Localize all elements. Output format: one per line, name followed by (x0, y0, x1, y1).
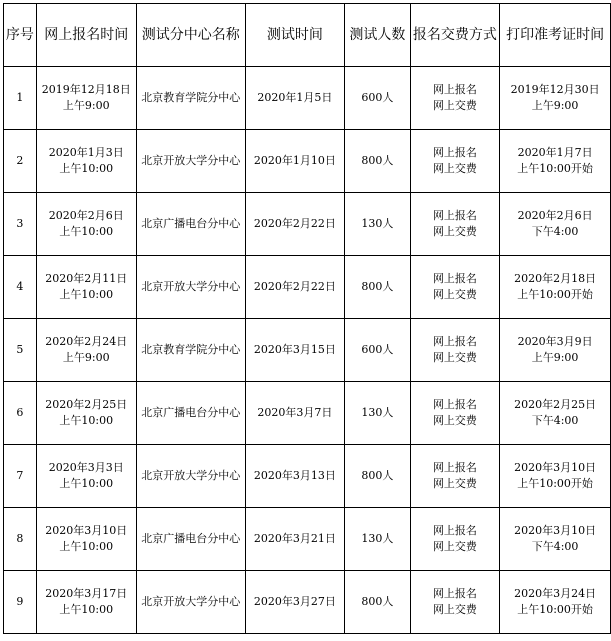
payment-method (410, 319, 500, 382)
payment-method (410, 67, 500, 130)
payment-line-register: 网上报名 (432, 398, 477, 411)
table-row (4, 445, 611, 508)
print-date: 2020年3月9日 (517, 335, 593, 348)
print-hour: 下午4:00 (531, 540, 579, 553)
payment-line-fee: 网上交费 (432, 477, 477, 490)
registration-hour: 上午10:00 (59, 288, 114, 301)
header-cell-print-ticket-time: 打印准考证时间 (500, 4, 611, 67)
test-count: 130人 (345, 193, 411, 256)
payment-line-fee: 网上交费 (432, 540, 477, 553)
center-name: 北京教育学院分中心 (136, 67, 245, 130)
registration-hour: 上午10:00 (59, 603, 114, 616)
table-row (4, 319, 611, 382)
registration-time (36, 193, 136, 256)
test-date: 2020年3月13日 (245, 445, 344, 508)
center-name: 北京广播电台分中心 (136, 382, 245, 445)
test-date: 2020年2月22日 (245, 193, 344, 256)
registration-time (36, 256, 136, 319)
registration-date: 2020年1月3日 (48, 146, 124, 159)
print-date: 2020年3月10日 (514, 461, 597, 474)
test-date: 2020年3月27日 (245, 571, 344, 634)
center-name: 北京开放大学分中心 (136, 571, 245, 634)
print-hour: 上午9:00 (531, 99, 579, 112)
header-cell-payment-method: 报名交费方式 (410, 4, 500, 67)
test-count: 130人 (345, 508, 411, 571)
print-ticket-time (500, 193, 611, 256)
print-date: 2020年1月7日 (517, 146, 593, 159)
registration-date: 2020年3月10日 (45, 524, 128, 537)
print-ticket-time (500, 256, 611, 319)
registration-date: 2020年2月6日 (48, 209, 124, 222)
print-ticket-time (500, 319, 611, 382)
registration-time (36, 130, 136, 193)
header-cell-test-count: 测试人数 (345, 4, 411, 67)
payment-method (410, 382, 500, 445)
test-count: 800人 (345, 571, 411, 634)
print-hour: 下午4:00 (531, 414, 579, 427)
row-index: 6 (4, 382, 37, 445)
print-hour: 上午10:00开始 (517, 603, 593, 616)
row-index: 9 (4, 571, 37, 634)
print-ticket-time (500, 571, 611, 634)
payment-method (410, 571, 500, 634)
payment-line-register: 网上报名 (432, 146, 477, 159)
table-row (4, 256, 611, 319)
print-date: 2020年2月25日 (514, 398, 597, 411)
print-date: 2020年3月24日 (514, 587, 597, 600)
table-row (4, 571, 611, 634)
registration-time (36, 445, 136, 508)
print-ticket-time (500, 508, 611, 571)
payment-line-fee: 网上交费 (432, 99, 477, 112)
center-name: 北京开放大学分中心 (136, 130, 245, 193)
exam-schedule-table (3, 3, 611, 634)
payment-method (410, 193, 500, 256)
payment-line-register: 网上报名 (432, 335, 477, 348)
registration-date: 2020年3月17日 (45, 587, 128, 600)
header-row (4, 4, 611, 67)
registration-hour: 上午10:00 (59, 162, 114, 175)
registration-hour: 上午10:00 (59, 414, 114, 427)
print-ticket-time (500, 445, 611, 508)
payment-line-fee: 网上交费 (432, 603, 477, 616)
registration-time (36, 67, 136, 130)
header-cell-test-date: 测试时间 (245, 4, 344, 67)
registration-time (36, 319, 136, 382)
print-hour: 下午4:00 (531, 225, 579, 238)
registration-date: 2020年2月25日 (45, 398, 128, 411)
test-count: 130人 (345, 382, 411, 445)
test-count: 800人 (345, 445, 411, 508)
table-row (4, 130, 611, 193)
payment-line-register: 网上报名 (432, 209, 477, 222)
payment-line-fee: 网上交费 (432, 162, 477, 175)
registration-date: 2020年2月24日 (45, 335, 128, 348)
test-count: 800人 (345, 130, 411, 193)
row-index: 4 (4, 256, 37, 319)
payment-line-register: 网上报名 (432, 272, 477, 285)
registration-time (36, 508, 136, 571)
registration-time (36, 571, 136, 634)
test-count: 600人 (345, 67, 411, 130)
print-hour: 上午9:00 (531, 351, 579, 364)
test-date: 2020年2月22日 (245, 256, 344, 319)
payment-line-register: 网上报名 (432, 83, 477, 96)
test-date: 2020年1月10日 (245, 130, 344, 193)
print-ticket-time (500, 67, 611, 130)
center-name: 北京教育学院分中心 (136, 319, 245, 382)
payment-method (410, 445, 500, 508)
print-date: 2020年3月10日 (514, 524, 597, 537)
row-index: 1 (4, 67, 37, 130)
header-cell-index: 序号 (4, 4, 37, 67)
payment-line-fee: 网上交费 (432, 225, 477, 238)
registration-hour: 上午10:00 (59, 225, 114, 238)
table-row (4, 508, 611, 571)
header-cell-center-name: 测试分中心名称 (136, 4, 245, 67)
table-row (4, 382, 611, 445)
registration-hour: 上午10:00 (59, 477, 114, 490)
registration-date: 2020年3月3日 (48, 461, 124, 474)
print-ticket-time (500, 130, 611, 193)
test-count: 800人 (345, 256, 411, 319)
payment-line-fee: 网上交费 (432, 288, 477, 301)
payment-line-register: 网上报名 (432, 524, 477, 537)
payment-line-register: 网上报名 (432, 461, 477, 474)
print-hour: 上午10:00开始 (517, 288, 593, 301)
payment-line-fee: 网上交费 (432, 351, 477, 364)
print-date: 2019年12月30日 (510, 83, 600, 96)
print-ticket-time (500, 382, 611, 445)
registration-hour: 上午9:00 (62, 351, 110, 364)
payment-method (410, 130, 500, 193)
payment-line-register: 网上报名 (432, 587, 477, 600)
registration-time (36, 382, 136, 445)
center-name: 北京广播电台分中心 (136, 193, 245, 256)
payment-line-fee: 网上交费 (432, 414, 477, 427)
table-row (4, 67, 611, 130)
row-index: 2 (4, 130, 37, 193)
test-date: 2020年3月7日 (245, 382, 344, 445)
test-date: 2020年1月5日 (245, 67, 344, 130)
center-name: 北京开放大学分中心 (136, 256, 245, 319)
header-cell-registration-time: 网上报名时间 (36, 4, 136, 67)
registration-hour: 上午9:00 (62, 99, 110, 112)
row-index: 3 (4, 193, 37, 256)
registration-date: 2020年2月11日 (45, 272, 128, 285)
center-name: 北京开放大学分中心 (136, 445, 245, 508)
print-date: 2020年2月6日 (517, 209, 593, 222)
center-name: 北京广播电台分中心 (136, 508, 245, 571)
print-hour: 上午10:00开始 (517, 477, 593, 490)
row-index: 5 (4, 319, 37, 382)
test-date: 2020年3月21日 (245, 508, 344, 571)
test-count: 600人 (345, 319, 411, 382)
print-hour: 上午10:00开始 (517, 162, 593, 175)
payment-method (410, 508, 500, 571)
table-row (4, 193, 611, 256)
payment-method (410, 256, 500, 319)
registration-hour: 上午10:00 (59, 540, 114, 553)
test-date: 2020年3月15日 (245, 319, 344, 382)
print-date: 2020年2月18日 (514, 272, 597, 285)
row-index: 7 (4, 445, 37, 508)
registration-date: 2019年12月18日 (41, 83, 131, 96)
row-index: 8 (4, 508, 37, 571)
